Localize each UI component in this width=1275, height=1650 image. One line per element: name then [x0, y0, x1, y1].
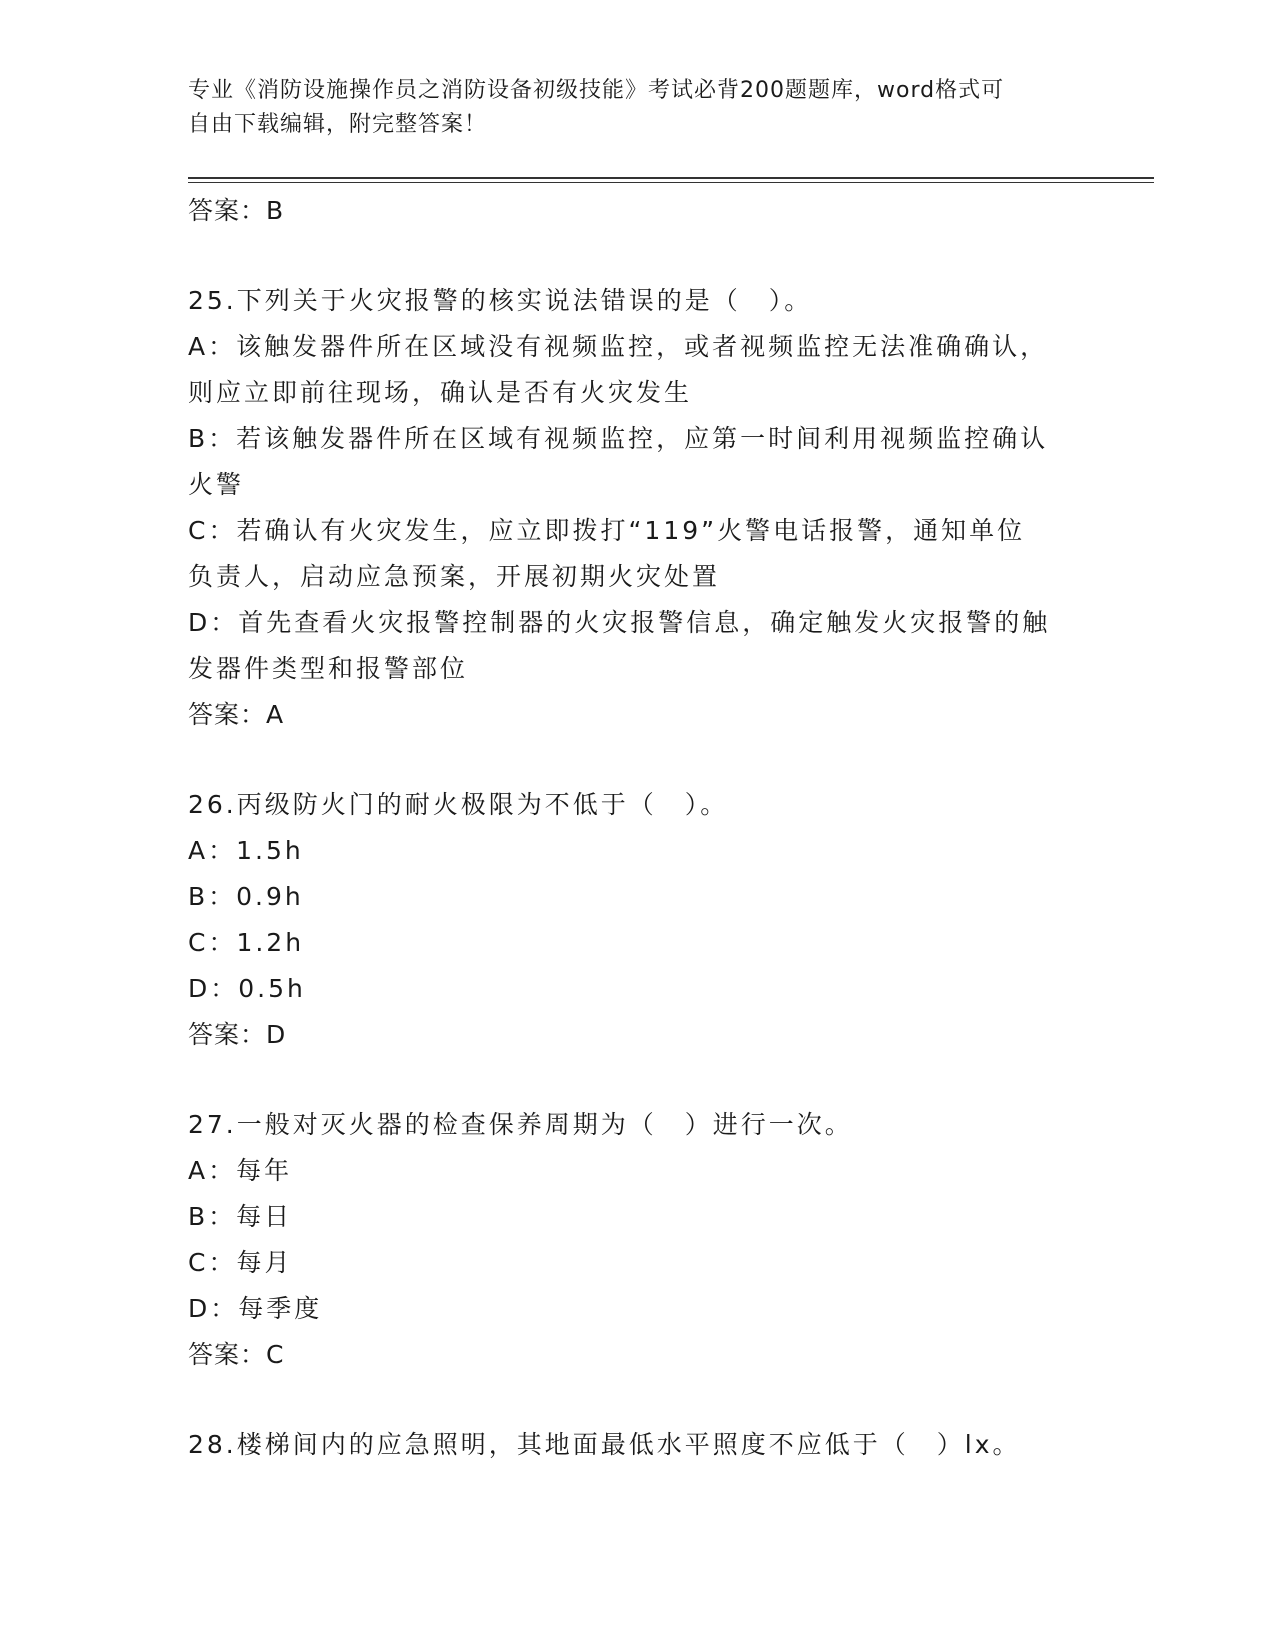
question-item: [188, 278, 1088, 738]
option-c: C：1.2h: [188, 928, 305, 957]
header-line-2: 自由下载编辑，附完整答案！: [188, 112, 488, 137]
option-d: D：每季度: [188, 1294, 323, 1323]
option-a: A：1.5h: [188, 836, 304, 865]
answer-line: 答案：A: [188, 700, 285, 729]
option-d: D：0.5h: [188, 974, 306, 1003]
option-c: C：每月: [188, 1248, 293, 1277]
option-a: A：该触发器件所在区域没有视频监控，或者视频监控无法准确确认，: [188, 332, 1049, 361]
document-header: [188, 74, 1088, 142]
question-list: [188, 188, 1088, 1468]
option-d: D：首先查看火灾报警控制器的火灾报警信息，确定触发火灾报警的触: [188, 608, 1051, 637]
option-d-cont: 发器件类型和报警部位: [188, 654, 469, 683]
option-b: B：0.9h: [188, 882, 304, 911]
spacer: [188, 234, 1088, 278]
question-stem: 28.楼梯间内的应急照明，其地面最低水平照度不应低于（ ）lx。: [188, 1430, 1021, 1459]
option-b: B：每日: [188, 1202, 293, 1231]
question-stem: 26.丙级防火门的耐火极限为不低于（ ）。: [188, 790, 729, 819]
answer-line: 答案：D: [188, 1020, 287, 1049]
answer-line: 答案：B: [188, 196, 285, 225]
question-stem: 25.下列关于火灾报警的核实说法错误的是（ ）。: [188, 286, 813, 315]
question-item: [188, 1422, 1088, 1468]
option-b: B：若该触发器件所在区域有视频监控，应第一时间利用视频监控确认: [188, 424, 1049, 453]
spacer: [188, 738, 1088, 782]
question-stem: 27.一般对灭火器的检查保养周期为（ ）进行一次。: [188, 1110, 853, 1139]
option-c-cont: 负责人，启动应急预案，开展初期火灾处置: [188, 562, 721, 591]
answer-line: 答案：C: [188, 1340, 285, 1369]
option-b-cont: 火警: [188, 470, 245, 499]
header-divider-thick: [188, 177, 1154, 179]
option-a: A：每年: [188, 1156, 293, 1185]
option-a-cont: 则应立即前往现场，确认是否有火灾发生: [188, 378, 693, 407]
option-c: C：若确认有火灾发生，应立即拨打“119”火警电话报警，通知单位: [188, 516, 1026, 545]
spacer: [188, 1058, 1088, 1102]
question-item: [188, 782, 1088, 1058]
question-item: [188, 1102, 1088, 1378]
header-divider-thin: [188, 182, 1154, 183]
spacer: [188, 1378, 1088, 1422]
header-line-1: 专业《消防设施操作员之消防设备初级技能》考试必背200题题库，word格式可: [188, 78, 1005, 103]
